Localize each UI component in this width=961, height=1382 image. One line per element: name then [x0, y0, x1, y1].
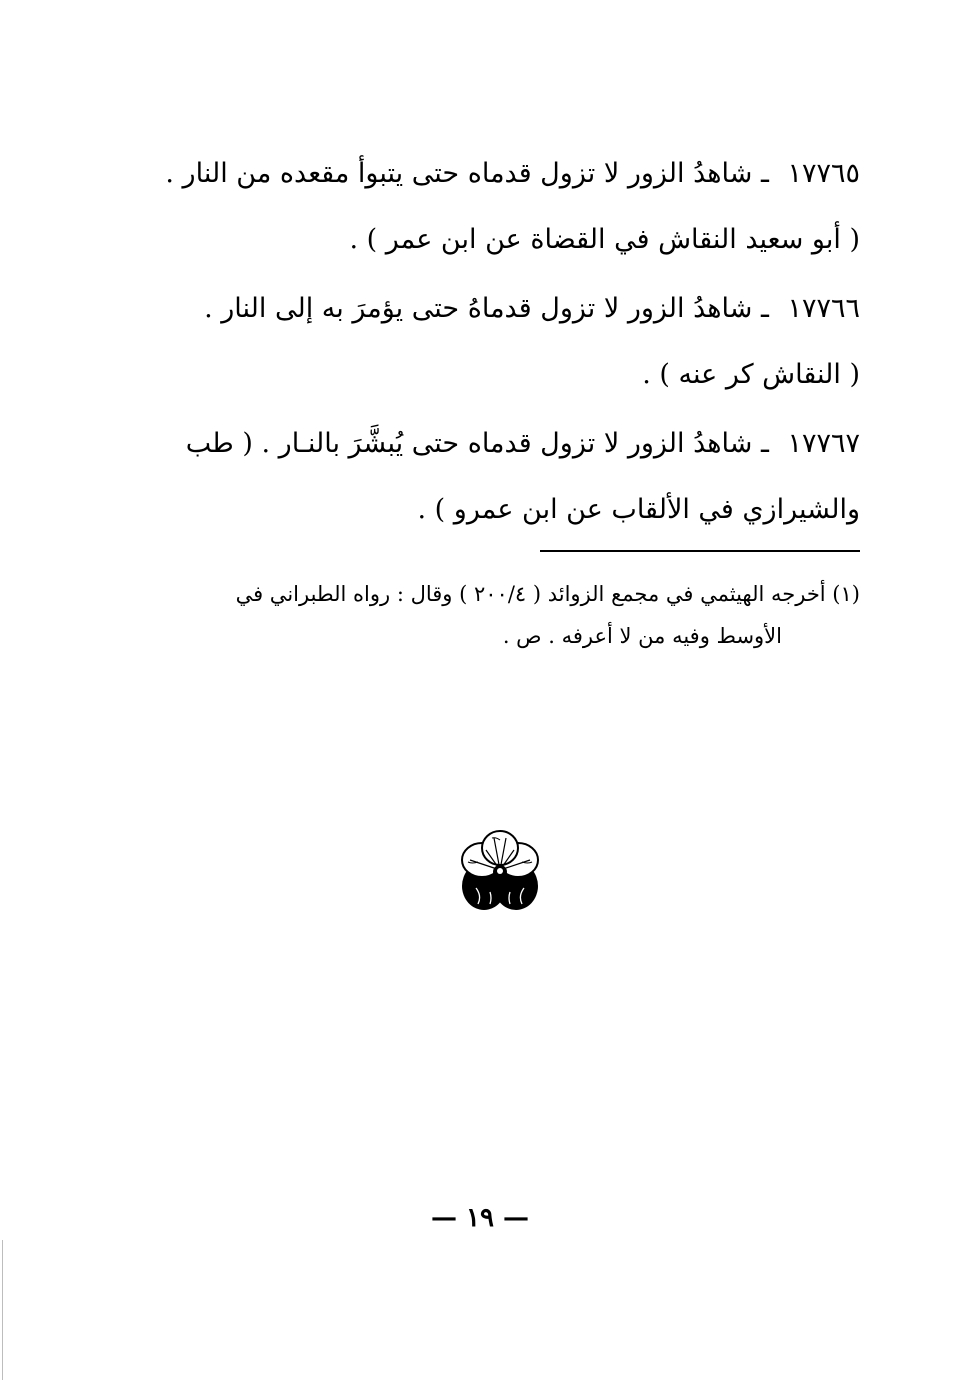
hadith-17767 [150, 411, 860, 543]
hadith-source: والشيرازي في الألقاب عن ابن عمرو ) . [417, 494, 860, 525]
hadith-text: شاهدُ الزور لا تزول قدماه حتى يتبوأ مقعده من النار . [165, 158, 753, 189]
hadith-source: ( أبو سعيد النقاش في القضاة عن ابن عمر ) . [349, 224, 860, 255]
hadith-dash: ـ [760, 428, 769, 459]
scan-edge-line [2, 1240, 3, 1380]
hadith-number: ١٧٧٦٥ [787, 158, 860, 189]
footnote-line: (١) أخرجه الهيثمي في مجمع الزوائد ( ٢٠٠/٤ ) وقال : رواه الطبراني في [235, 582, 860, 606]
hadith-17765 [150, 141, 860, 273]
page-number: — ١٩ — [430, 1203, 530, 1233]
footnote-line: الأوسط وفيه من لا أعرفه . ص . [502, 624, 782, 648]
hadith-line [150, 276, 860, 342]
hadith-line [150, 411, 860, 477]
hadith-dash: ـ [760, 293, 769, 324]
flower-ornament-icon [456, 826, 544, 914]
footnote-divider [540, 550, 860, 552]
hadith-number: ١٧٧٦٦ [787, 293, 860, 324]
hadith-text: شاهدُ الزور لا تزول قدماه حتى يُبشَّرَ بالنـار . ( طب [185, 428, 753, 459]
hadith-source: ( النقاش كر عنه ) . [642, 359, 860, 390]
hadith-text: شاهدُ الزور لا تزول قدماهُ حتى يؤمرَ به إلى النار . [204, 293, 753, 324]
hadith-line [150, 141, 860, 207]
hadith-dash: ـ [760, 158, 769, 189]
footnote [150, 573, 860, 657]
hadith-17766 [150, 276, 860, 408]
hadith-number: ١٧٧٦٧ [787, 428, 860, 459]
